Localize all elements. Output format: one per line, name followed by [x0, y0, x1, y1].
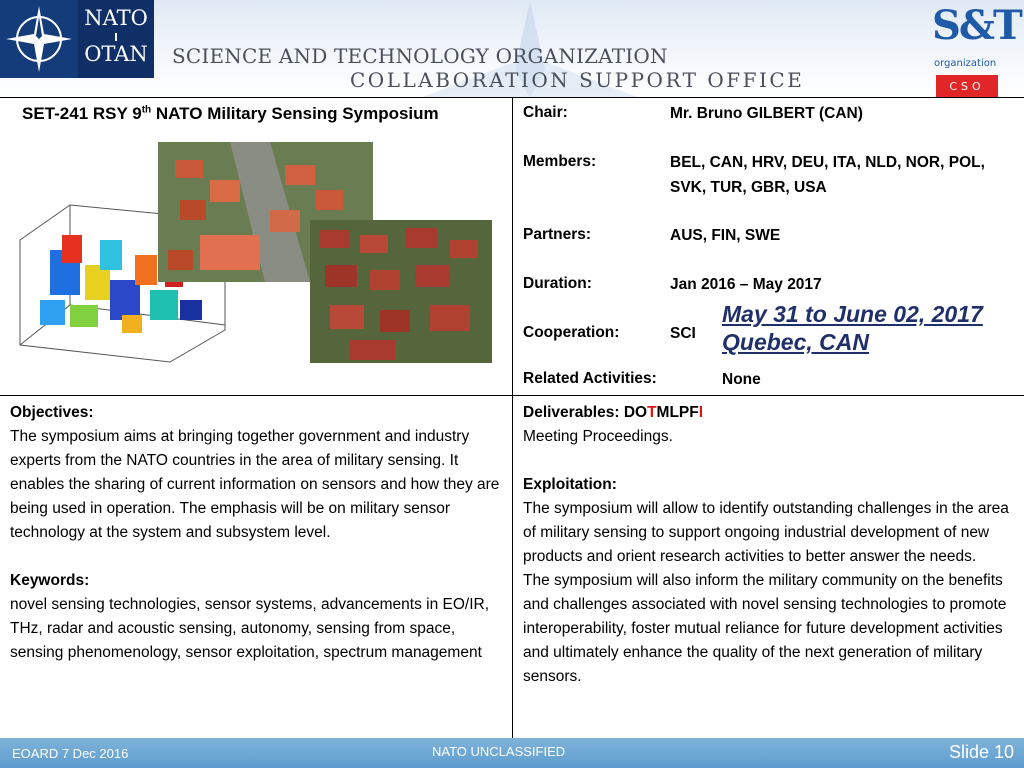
sensing-imagery: [10, 140, 495, 365]
keywords-heading: Keywords:: [10, 572, 90, 589]
title-prefix: SET-241 RSY 9: [22, 104, 142, 123]
dotmlpfi-part-b: T: [647, 404, 657, 421]
exploitation-text-1: The symposium will allow to identify outstanding challenges in the area of military sensing to support ongoing industrial development of new products and orient research activities to better answer the needs.: [523, 500, 1009, 565]
nato-compass-icon: [0, 0, 78, 78]
dotmlpfi-part-d: I: [698, 404, 704, 421]
objectives-text: The symposium aims at bringing together government and industry experts from the NATO countries in the area of military sensing. It enables the sharing of current information on sensors and how they are being used in operation. The emphasis will be on military sensor technology at the system and subsystem level.: [10, 428, 500, 541]
chair-value: Mr. Bruno GILBERT (CAN): [670, 105, 863, 122]
slide-footer: [0, 738, 1024, 768]
related-label: Related Activities:: [523, 370, 657, 387]
logo-divider: [115, 33, 117, 41]
dotmlpfi-part-c: MLPF: [656, 404, 699, 421]
cooperation-value: SCI: [670, 325, 696, 342]
nato-otan-logo: [78, 0, 154, 78]
rendered-village-image: [310, 220, 492, 363]
related-value: None: [722, 371, 761, 388]
partners-value: AUS, FIN, SWE: [670, 227, 781, 244]
st-logo-mark: S&T: [932, 2, 1021, 49]
table-center-divider: [512, 97, 513, 740]
nato-label: NATO: [84, 6, 148, 30]
keywords-text: novel sensing technologies, sensor systems, advancements in EO/IR, THz, radar and acoustic sensing, autonomy, sensing from space, sensing phenomenology, sensor exploitation, spectrum management: [10, 596, 490, 661]
table-row-divider: [0, 395, 1024, 396]
cooperation-label: Cooperation:: [523, 324, 620, 341]
symposium-title: [22, 104, 439, 124]
deliverables-section: [523, 401, 1017, 689]
slide-number: Slide 10: [948, 742, 1014, 762]
event-date: May 31 to June 02, 2017: [722, 301, 983, 327]
partners-label: Partners:: [523, 226, 592, 243]
slide-header: [0, 0, 1024, 98]
deliverables-text: Meeting Proceedings.: [523, 428, 673, 445]
event-date-place: [722, 300, 983, 356]
cso-badge: CSO: [936, 75, 998, 98]
org-subtitle: COLLABORATION SUPPORT OFFICE: [350, 68, 805, 92]
exploitation-text-2: The symposium will also inform the military community on the benefits and challenges associated with novel sensing technologies to promote interoperability, foster mutual reliance for future development activities and ultimately enhance the quality of the next generation of military sensors.: [523, 572, 1007, 685]
dotmlpfi-part-a: DO: [623, 404, 648, 421]
otan-label: OTAN: [84, 42, 148, 66]
exploitation-heading: Exploitation:: [523, 476, 617, 493]
st-cso-logo: [928, 2, 1021, 98]
duration-value: Jan 2016 – May 2017: [670, 276, 822, 293]
objectives-heading: Objectives:: [10, 404, 94, 421]
footer-date: EOARD 7 Dec 2016: [12, 746, 129, 761]
deliverables-heading: [523, 401, 1017, 425]
chair-label: Chair:: [523, 104, 568, 121]
title-sup: th: [141, 104, 152, 116]
duration-label: Duration:: [523, 275, 592, 292]
org-title: SCIENCE AND TECHNOLOGY ORGANIZATION: [172, 44, 668, 68]
deliverables-label: Deliverables:: [523, 404, 624, 421]
event-place: Quebec, CAN: [722, 329, 869, 355]
st-logo-org: organization: [934, 58, 997, 69]
objectives-section: [10, 401, 504, 665]
classification-label: NATO UNCLASSIFIED: [432, 744, 566, 759]
members-label: Members:: [523, 153, 597, 170]
title-suffix: NATO Military Sensing Symposium: [151, 104, 439, 123]
members-value: BEL, CAN, HRV, DEU, ITA, NLD, NOR, POL, SVK, TUR, GBR, USA: [670, 154, 985, 196]
